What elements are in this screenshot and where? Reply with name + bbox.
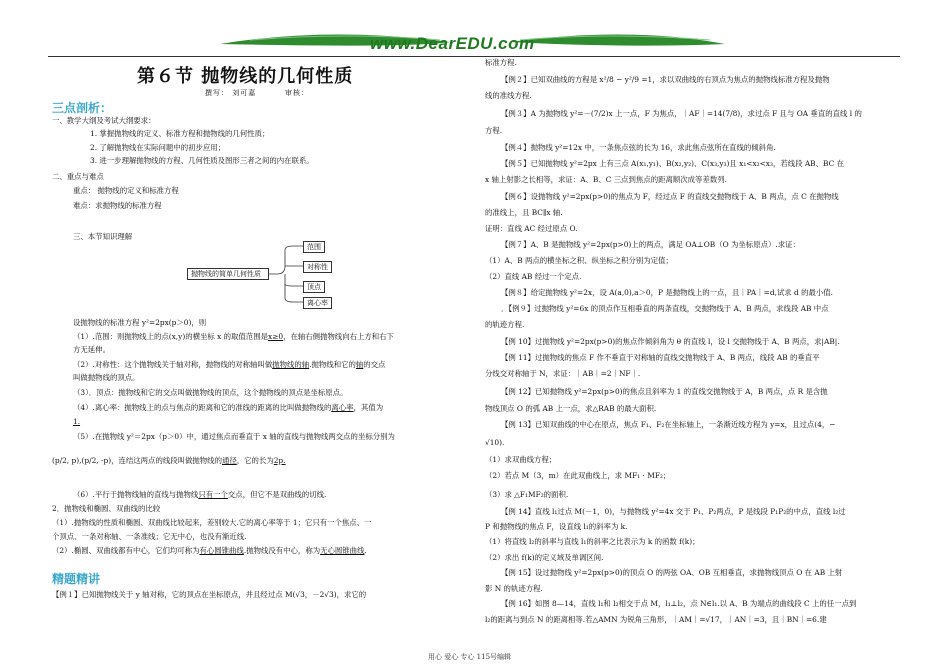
example-line: 【例 13】已知双曲线的中心在原点，焦点 F₁、F₂在坐标轴上，一条渐近线方程为 y=x，且过点(4，− bbox=[501, 420, 836, 429]
prop-range: （1）.范围：则抛物线上的点(x,y)的横坐标 x 的取值范围是x≥0，在轴右侧抛物线向右上方和右下 bbox=[73, 332, 394, 341]
outline-item: 2. 了解抛物线在实际问题中的初步应用； bbox=[90, 143, 226, 152]
compare-1: （1）.抛物线的性质和椭圆、双曲线比较起来，差别较大.它的离心率等于 1；它只有一个焦点、一 bbox=[52, 518, 372, 527]
concept-diagram bbox=[185, 240, 375, 310]
example-line: （2）直线 AB 经过一个定点. bbox=[485, 272, 582, 281]
page-footer: 用心 爱心 专心 115号编辑 bbox=[428, 653, 512, 661]
example-line: 分线交对称轴于 N，求证：｜AB｜=2｜NF｜. bbox=[485, 369, 641, 378]
keypoints-heading: 二、重点与难点 bbox=[52, 172, 104, 181]
example-line: 的准线上，且 BC∥x 轴. bbox=[485, 208, 563, 217]
example-line: （2）若点 M（3，m）在此双曲线上，求 MF₁ · MF₂； bbox=[485, 471, 671, 480]
example-line: 证明：直线 AC 经过原点 O. bbox=[485, 224, 578, 233]
prop-vertex: （3）．顶点：抛物线和它的交点叫做抛物线的顶点，这个抛物线的顶点是坐标原点。 bbox=[73, 388, 348, 397]
example-line: （2）求出 f(k)的定义域及单调区间. bbox=[485, 553, 604, 562]
example-line: 线的准线方程. bbox=[485, 91, 532, 100]
example-line: P 和抛物线的焦点 F，设直线 l₁的斜率为 k. bbox=[485, 522, 628, 531]
compare-heading: 2．抛物线和椭圆、双曲线的比较 bbox=[52, 504, 161, 513]
example-line: 【例７】A、B 是抛物线 y²=2px(p>0)上的两点，满足 OA⊥OB（O 为坐标原点）.求证： bbox=[501, 240, 800, 249]
compare-2: （2）.椭圆、双曲线都有中心，它们均可称为有心圆锥曲线.抛物线没有中心，称为无心圆锥曲线. bbox=[52, 546, 367, 555]
example-line: 【例 12】已知抛物线 y²=2px(p>0)的焦点且斜率为 1 的直线交抛物线于 A，B 两点，点 R 是含抛 bbox=[501, 387, 828, 396]
prop-symmetry-cont: 叫做抛物线的顶点。 bbox=[73, 373, 140, 382]
props-intro: 设抛物线的标准方程 y²=2px(p＞0)，则 bbox=[73, 318, 207, 327]
example-1: 【例１】已知抛物线关于 y 轴对称，它的顶点在坐标原点，并且经过点 M(√3，－2√3)，求它的 bbox=[52, 590, 367, 599]
diagram-node-eccentricity: 离心率 bbox=[303, 297, 332, 309]
example-line: x 轴上射影之长相等，求证：A、B、C 三点到焦点的距离顺次成等差数列. bbox=[485, 175, 727, 184]
example-line: 方程. bbox=[485, 126, 503, 135]
key-point: 重点： 抛物线的定义和标准方程 bbox=[73, 186, 179, 195]
example-line: 【例 15】设过抛物线 y²=2px(p>0)的顶点 O 的两弦 OA、OB 互相垂直，求抛物线顶点 O 在 AB 上射 bbox=[501, 568, 843, 577]
hard-point: 难点：求抛物线的标准方程 bbox=[73, 201, 162, 210]
prop-latus: （5）.在抛物线 y²＝2px（p＞0）中，通过焦点而垂直于 x 轴的直线与抛物线两交点的坐标分别为 bbox=[73, 432, 395, 441]
byline-reviewer: 审核： bbox=[285, 89, 309, 97]
diagram-node-symmetry: 对称性 bbox=[303, 261, 332, 273]
example-line: 【例８】给定抛物线 y²=2x，设 A(a,0),a＞0，P 是抛物线上的一点，且｜PA｜=d,试求 d 的最小值. bbox=[501, 288, 834, 297]
outline-item: 1. 掌握抛物线的定义、标准方程和抛物线的几何性质； bbox=[90, 129, 270, 138]
knowledge-heading: 三、本节知识理解 bbox=[73, 232, 133, 241]
example-line: ．【例９】过抛物线 y²=6x 的顶点作互相垂直的两条直线，交抛物线于 A、B 两点，求线段 AB 中点 bbox=[501, 304, 829, 313]
outline-item: 3. 进一步理解抛物线的方程、几何性质及图形三者之间的内在联系。 bbox=[90, 156, 314, 165]
header-rule bbox=[48, 56, 900, 57]
example-line: （1）A、B 两点的横坐标之积、纵坐标之积分别为定值； bbox=[485, 256, 673, 265]
example-line: √10). bbox=[485, 438, 505, 447]
prop-latus-cont: (p/2, p),(p/2, -p)，连结这两点的线段叫做抛物线的通径，它的长为2p. bbox=[52, 456, 286, 465]
diagram-node-range: 范围 bbox=[303, 241, 325, 253]
example-line: 【例 10】过抛物线 y²=2px(p>0)的焦点作倾斜角为 θ 的直线 l，设 l 交抛物线于 A、B 两点，求|AB|. bbox=[501, 337, 840, 346]
page-title: 第６节 抛物线的几何性质 bbox=[137, 66, 354, 87]
example-line: （1）求双曲线方程； bbox=[485, 455, 557, 464]
site-watermark: www.DearEDU.com bbox=[370, 34, 535, 53]
section-heading-examples: 精题精讲 bbox=[52, 572, 101, 586]
example-line: （3）求 △F₁MF₂的面积. bbox=[485, 490, 569, 499]
example-line: 影 N 的轨迹方程. bbox=[485, 584, 543, 593]
diagram-center-node: 抛物线的简单几何性质 bbox=[187, 268, 269, 280]
example-line: 【例５】已知抛物线 y²=2px 上有三点 A(x₁,y₁)、B(x₂,y₂)、C(x₃,y₃)且 x₁<x₂<x₃，若线段 AB、BC 在 bbox=[501, 159, 844, 168]
example-line: 【例４】抛物线 y²=12x 中，一条焦点弦的长为 16，求此焦点弦所在直线的倾斜角. bbox=[501, 143, 776, 152]
prop-parallel: （6）.平行于抛物线轴的直线与抛物线只有一个交点，但它不是双曲线的切线. bbox=[73, 490, 327, 499]
example-line: 【例２】已知双曲线的方程是 x²/8 − y²/9 =1，求以双曲线的右顶点为焦点的抛物线标准方程及抛物 bbox=[501, 75, 830, 84]
compare-1-cont: 个顶点、一条对称轴、一条准线；它无中心，也没有渐近线. bbox=[52, 532, 247, 541]
section-heading-analysis: 三点剖析： bbox=[52, 101, 113, 115]
outline-heading: 一、教学大纲及考试大纲要求： bbox=[52, 116, 156, 125]
example-line: 的轨迹方程. bbox=[485, 320, 525, 329]
example-line: 【例 11】过抛物线的焦点 F 作不垂直于对称轴的直线交抛物线于 A、B 两点，线段 AB 的垂直平 bbox=[501, 353, 820, 362]
byline-author: 撰写： 刘可嘉 bbox=[205, 89, 257, 97]
example-line: 物线顶点 O 的弧 AB 上一点，求△RAB 的最大面积. bbox=[485, 404, 657, 413]
prop-eccentricity-value: 1. bbox=[73, 417, 81, 426]
example-line: l₂的距离与到点 N 的距离相等.若△AMN 为锐角三角形，｜AM｜=√17，｜AN｜=3，且｜BN｜=6.建 bbox=[485, 615, 827, 624]
example-line: （1）将直线 l₂的斜率与直线 l₁的斜率之比表示为 k 的函数 f(k)； bbox=[485, 537, 700, 546]
diagram-node-vertex: 顶点 bbox=[303, 281, 325, 293]
example-line: 【例 14】直线 l₁过点 M(－1，0)，与抛物线 y²=4x 交于 P₁、P₂两点，P 是线段 P₁P₂的中点，直线 l₂过 bbox=[501, 507, 846, 516]
example-line: 【例 16】如图 8—14，直线 l₁和 l₂相交于点 M，l₁⊥l₂，点 N∈l₁.以 A、B 为端点的曲线段 C 上的任一点到 bbox=[501, 599, 857, 608]
prop-range-cont: 方无延伸。 bbox=[73, 345, 110, 354]
example-line: 【例３】A 为抛物线 y²=－(7/2)x 上一点，F 为焦点，｜AF｜=14(7/8)，求过点 F 且与 OA 垂直的直线 l 的 bbox=[501, 109, 862, 118]
example-line: 【例６】设抛物线 y²=2px(p>0)的焦点为 F，经过点 F 的直线交抛物线于 A、B 两点，点 C 在抛物线 bbox=[501, 192, 839, 201]
header-banner bbox=[210, 18, 730, 58]
example-line: 标准方程. bbox=[485, 58, 517, 67]
prop-symmetry: （2）.对称性：这个抛物线关于轴对称，抛物线的对称轴叫做抛物线的轴.抛物线和它的轴的交点 bbox=[73, 360, 386, 369]
prop-eccentricity: （4）.离心率：抛物线上的点与焦点的距离和它的准线的距离的比叫做抛物线的离心率，其值为 bbox=[73, 403, 384, 412]
